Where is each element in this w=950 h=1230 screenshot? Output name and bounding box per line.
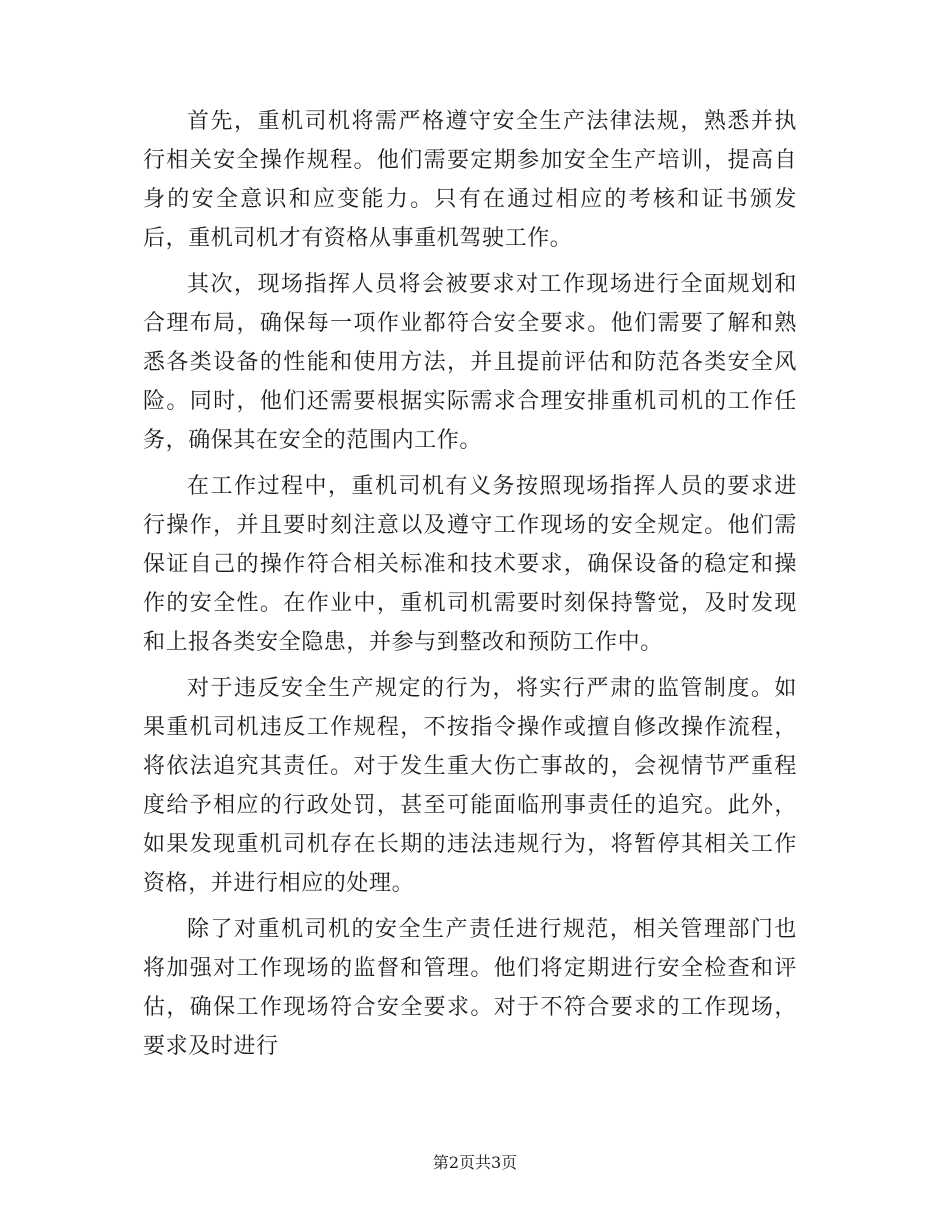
- paragraph-1: 首先，重机司机将需严格遵守安全生产法律法规，熟悉并执行相关安全操作规程。他们需要定期参加安全生产培训，提高自身的安全意识和应变能力。只有在通过相应的考核和证书颁发后，重机司机才有资格从事重机驾驶工作。: [143, 109, 797, 251]
- document-body: [143, 102, 797, 1073]
- page-number-footer: 第2页共3页: [432, 1153, 518, 1172]
- paragraph-2: 其次，现场指挥人员将会被要求对工作现场进行全面规划和合理布局，确保每一项作业都符合安全要求。他们需要了解和熟悉各类设备的性能和使用方法，并且提前评估和防范各类安全风险。同时，他们还需要根据实际需求合理安排重机司机的工作任务，确保其在安全的范围内工作。: [143, 272, 797, 453]
- paragraph-3: 在工作过程中，重机司机有义务按照现场指挥人员的要求进行操作，并且要时刻注意以及遵守工作现场的安全规定。他们需保证自己的操作符合相关标准和技术要求，确保设备的稳定和操作的安全性。在作业中，重机司机需要时刻保持警觉，及时发现和上报各类安全隐患，并参与到整改和预防工作中。: [143, 474, 797, 655]
- paragraph-4: 对于违反安全生产规定的行为，将实行严肃的监管制度。如果重机司机违反工作规程，不按指令操作或擅自修改操作流程，将依法追究其责任。对于发生重大伤亡事故的，会视情节严重程度给予相应的行政处罚，甚至可能面临刑事责任的追究。此外，如果发现重机司机存在长期的违法违规行为，将暂停其相关工作资格，并进行相应的处理。: [143, 676, 797, 896]
- paragraph-5: 除了对重机司机的安全生产责任进行规范，相关管理部门也将加强对工作现场的监督和管理。他们将定期进行安全检查和评估，确保工作现场符合安全要求。对于不符合要求的工作现场，要求及时进行: [143, 917, 797, 1059]
